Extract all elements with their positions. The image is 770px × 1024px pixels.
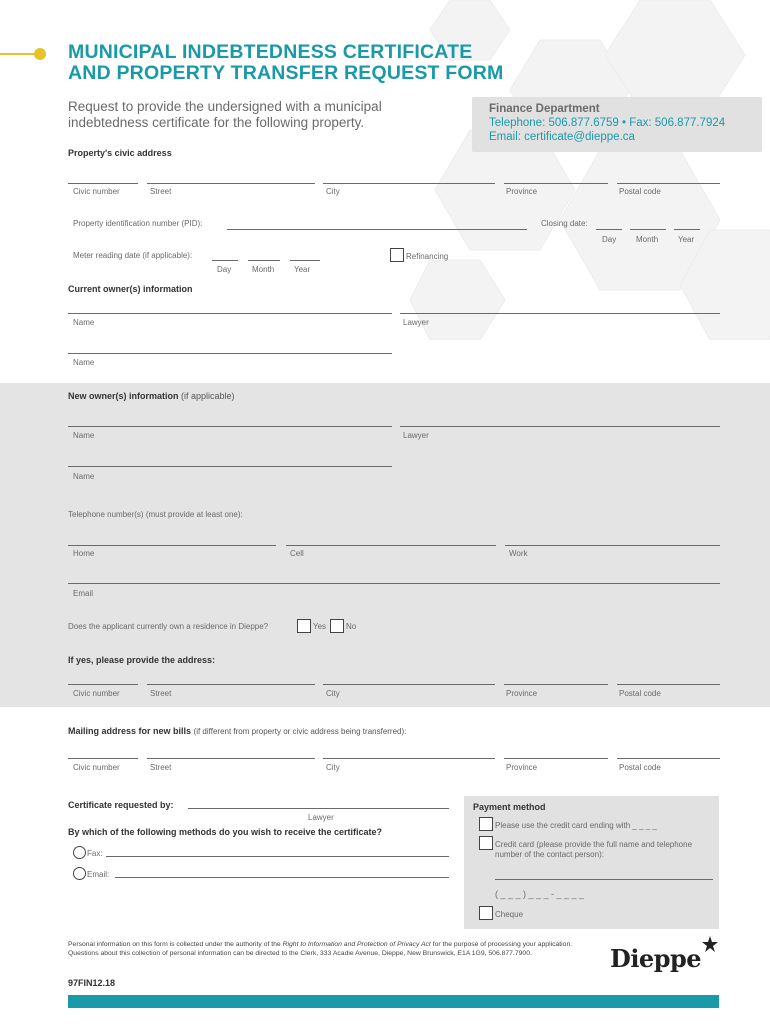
finance-email: Email: certificate@dieppe.ca bbox=[489, 131, 635, 143]
email-method-field[interactable] bbox=[115, 877, 449, 878]
current-owner-heading: Current owner(s) information bbox=[68, 284, 193, 294]
res-street-label: Street bbox=[150, 689, 172, 698]
home-label: Home bbox=[73, 549, 95, 558]
refinancing-label: Refinancing bbox=[406, 252, 449, 261]
current-owner-name-label-1: Name bbox=[73, 318, 95, 327]
refinancing-checkbox[interactable] bbox=[390, 248, 404, 262]
current-owner-name-label-2: Name bbox=[73, 358, 95, 367]
residence-address-heading: If yes, please provide the address: bbox=[68, 655, 216, 665]
mail-civic-number-label: Civic number bbox=[73, 763, 120, 772]
requested-by-field[interactable] bbox=[188, 808, 449, 809]
contact-name-field[interactable] bbox=[495, 879, 713, 880]
meter-label: Meter reading date (if applicable): bbox=[73, 251, 193, 260]
work-label: Work bbox=[509, 549, 528, 558]
new-owner-name-field-2[interactable] bbox=[68, 466, 392, 467]
current-owner-name-field-1[interactable] bbox=[68, 313, 392, 314]
mail-street-label: Street bbox=[150, 763, 172, 772]
civic-number-field[interactable] bbox=[68, 183, 138, 184]
meter-month-label: Month bbox=[252, 265, 275, 274]
phones-label: Telephone number(s) (must provide at least one): bbox=[68, 510, 243, 519]
requested-by-label: Certificate requested by: bbox=[68, 800, 174, 810]
pid-label: Property identification number (PID): bbox=[73, 219, 203, 228]
res-city-label: City bbox=[326, 689, 340, 698]
new-owner-name-label-2: Name bbox=[73, 472, 95, 481]
home-phone-field[interactable] bbox=[68, 545, 276, 546]
residence-question: Does the applicant currently own a residence in Dieppe? bbox=[68, 622, 269, 631]
accent-line bbox=[0, 53, 38, 55]
credit-ending-label: Please use the credit card ending with _ _ _ _ bbox=[495, 821, 657, 830]
province-field[interactable] bbox=[504, 183, 608, 184]
dieppe-logo: Dieppe bbox=[610, 944, 701, 973]
province-label: Province bbox=[506, 187, 538, 196]
form-code: 97FIN12.18 bbox=[68, 978, 116, 988]
cheque-checkbox[interactable] bbox=[479, 906, 493, 920]
email-method-label: Email: bbox=[87, 870, 110, 879]
closing-day-label: Day bbox=[602, 235, 617, 244]
mail-postal-code-label: Postal code bbox=[619, 763, 661, 772]
res-postal-code-field[interactable] bbox=[617, 684, 720, 685]
form-title: MUNICIPAL INDEBTEDNESS CERTIFICATE AND PROPERTY TRANSFER REQUEST FORM bbox=[68, 41, 504, 84]
city-field[interactable] bbox=[323, 183, 495, 184]
mail-street-field[interactable] bbox=[147, 758, 315, 759]
intro-text: Request to provide the undersigned with a municipal indebtedness certificate for the following property. bbox=[68, 99, 382, 130]
res-civic-number-label: Civic number bbox=[73, 689, 120, 698]
property-heading: Property's civic address bbox=[68, 148, 172, 158]
residence-yes-label: Yes bbox=[313, 622, 327, 631]
footer-bar bbox=[68, 995, 719, 1008]
mail-city-label: City bbox=[326, 763, 340, 772]
closing-year-label: Year bbox=[678, 235, 695, 244]
mailing-heading: Mailing address for new bills (if different from property or civic address being transferred): bbox=[68, 726, 407, 736]
finance-info-box bbox=[472, 97, 762, 152]
city-label: City bbox=[326, 187, 340, 196]
cheque-label: Cheque bbox=[495, 910, 524, 919]
closing-year-field[interactable] bbox=[674, 229, 700, 230]
fax-radio[interactable] bbox=[73, 846, 86, 859]
res-province-field[interactable] bbox=[504, 684, 608, 685]
closing-day-field[interactable] bbox=[596, 229, 622, 230]
new-owner-name-label-1: Name bbox=[73, 431, 95, 440]
requested-by-lawyer-label: Lawyer bbox=[308, 813, 334, 822]
closing-month-label: Month bbox=[636, 235, 659, 244]
star-icon bbox=[702, 936, 718, 952]
civic-number-label: Civic number bbox=[73, 187, 120, 196]
meter-day-label: Day bbox=[217, 265, 232, 274]
cell-label: Cell bbox=[290, 549, 304, 558]
contact-phone-field[interactable]: ( _ _ _ ) _ _ _ - _ _ _ _ bbox=[495, 889, 585, 899]
work-phone-field[interactable] bbox=[505, 545, 720, 546]
mail-civic-number-field[interactable] bbox=[68, 758, 138, 759]
mail-postal-code-field[interactable] bbox=[617, 758, 720, 759]
closing-date-label: Closing date: bbox=[541, 219, 588, 228]
postal-code-field[interactable] bbox=[617, 183, 720, 184]
method-question: By which of the following methods do you wish to receive the certificate? bbox=[68, 827, 383, 837]
mail-province-field[interactable] bbox=[504, 758, 608, 759]
res-postal-code-label: Postal code bbox=[619, 689, 661, 698]
res-city-field[interactable] bbox=[323, 684, 495, 685]
finance-heading: Finance Department bbox=[489, 103, 600, 115]
credit-card-label: Credit card (please provide the full name and telephone number of the contact person): bbox=[495, 840, 693, 859]
meter-year-field[interactable] bbox=[290, 260, 320, 261]
residence-no-label: No bbox=[346, 622, 357, 631]
street-field[interactable] bbox=[147, 183, 315, 184]
current-owner-lawyer-label: Lawyer bbox=[403, 318, 429, 327]
new-owner-name-field-1[interactable] bbox=[68, 426, 392, 427]
residence-no-checkbox[interactable] bbox=[330, 619, 344, 633]
meter-month-field[interactable] bbox=[248, 260, 280, 261]
new-owner-lawyer-label: Lawyer bbox=[403, 431, 429, 440]
privacy-notice: Personal information on this form is collected under the authority of the Right to Information and Protection of Privacy Act for the purpose of processing your application. Questions about this collection of personal information can be directed to the Clerk, 333 Acadie Avenue, Dieppe, New Brunswick, E1A 1G9, 506.877.7900. bbox=[68, 941, 573, 957]
meter-day-field[interactable] bbox=[212, 260, 238, 261]
cell-phone-field[interactable] bbox=[286, 545, 496, 546]
new-owner-email-label: Email bbox=[73, 589, 94, 598]
current-owner-name-field-2[interactable] bbox=[68, 353, 392, 354]
accent-dot bbox=[34, 48, 46, 60]
res-civic-number-field[interactable] bbox=[68, 684, 138, 685]
mail-city-field[interactable] bbox=[323, 758, 495, 759]
credit-card-checkbox[interactable] bbox=[479, 836, 493, 850]
postal-code-label: Postal code bbox=[619, 187, 661, 196]
res-street-field[interactable] bbox=[147, 684, 315, 685]
meter-year-label: Year bbox=[294, 265, 311, 274]
finance-phone: Telephone: 506.877.6759 • Fax: 506.877.7924 bbox=[489, 117, 726, 129]
pid-field[interactable] bbox=[227, 229, 527, 230]
fax-label: Fax: bbox=[87, 849, 103, 858]
new-owner-lawyer-field[interactable] bbox=[400, 426, 720, 427]
residence-yes-checkbox[interactable] bbox=[297, 619, 311, 633]
mail-province-label: Province bbox=[506, 763, 538, 772]
street-label: Street bbox=[150, 187, 172, 196]
new-owner-email-field[interactable] bbox=[68, 583, 720, 584]
current-owner-lawyer-field[interactable] bbox=[400, 313, 720, 314]
payment-heading: Payment method bbox=[473, 802, 546, 812]
fax-field[interactable] bbox=[106, 856, 449, 857]
closing-month-field[interactable] bbox=[630, 229, 666, 230]
new-owner-heading: New owner(s) information (if applicable) bbox=[68, 391, 235, 401]
credit-ending-checkbox[interactable] bbox=[479, 817, 493, 831]
res-province-label: Province bbox=[506, 689, 538, 698]
email-radio[interactable] bbox=[73, 867, 86, 880]
